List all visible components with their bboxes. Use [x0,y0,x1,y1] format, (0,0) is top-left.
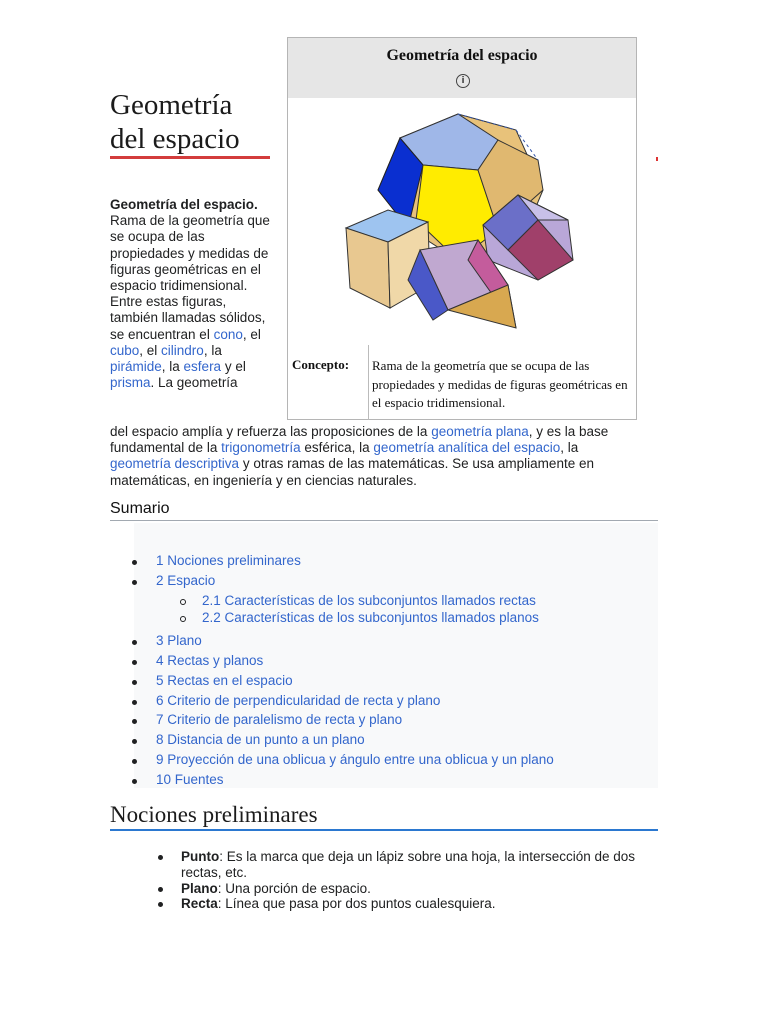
divider [110,520,658,521]
toc-item[interactable] [132,772,224,787]
bullet-icon [132,739,137,744]
infobox-title: Geometría del espacio [386,47,538,64]
bullet-icon [132,700,137,705]
toc-link[interactable]: 3 Plano [156,633,202,648]
bullet-icon [132,660,137,665]
intro-text: , la [560,440,579,456]
toc-item[interactable] [132,633,202,648]
toc-item[interactable] [132,693,440,708]
toc-link[interactable]: 2.1 Características de los subconjuntos llamados rectas [202,593,536,608]
intro-text: esférica, la [300,440,374,456]
infobox-concept-row [288,345,636,420]
intro-text: , y es la base fundamental de la [110,424,609,456]
toc-link[interactable]: 10 Fuentes [156,772,224,787]
definition-text: : Es la marca que deja un lápiz sobre una hoja, la intersección de dos rectas, etc. [181,849,636,880]
intro-text: Rama de la geometría que se ocupa de las propiedades y medidas de figuras geométricas en el espacio tridimensional. Entre estas figuras, también llamadas sólidos, se encuentran el [110,213,270,342]
link-cubo[interactable]: cubo [110,342,140,358]
bullet-icon [132,580,137,585]
link-esfera[interactable]: esfera [183,359,222,375]
bullet-icon [132,680,137,685]
bullet-icon [132,779,137,784]
intro-text: , la [203,342,222,358]
section-underline [110,829,658,831]
toc-link[interactable]: 9 Proyección de una oblicua y ángulo entre una oblicua y un plano [156,752,554,767]
bullet-icon [132,759,137,764]
toc-item[interactable] [132,752,554,767]
infobox-header [288,38,636,98]
link-cilindro[interactable]: cilindro [161,342,204,358]
concept-label: Concepto: [292,357,350,372]
definition-list [158,849,668,912]
toc-link[interactable]: 2 Espacio [156,573,216,588]
toc-link[interactable]: 1 Nociones preliminares [156,553,301,568]
definition-term: Recta [181,896,218,912]
toc-item[interactable] [132,673,293,688]
polyhedra-illustration [338,110,590,332]
toc-subitem[interactable] [180,610,539,625]
bullet-icon [158,902,163,907]
intro-text: y otras ramas de las matemáticas. Se usa ampliamente en matemáticas, en ingeniería y en ciencias naturales. [110,456,594,488]
list-item [158,881,668,897]
definition-text: : Línea que pasa por dos puntos cualesquiera. [217,896,496,912]
toc-item[interactable] [132,653,263,668]
toc-link[interactable]: 2.2 Características de los subconjuntos llamados planos [202,610,539,625]
intro-text: y el [221,359,246,375]
page-title: Geometría del espacio [110,89,240,155]
definition-term: Punto [181,849,220,864]
bullet-icon [132,560,137,565]
intro-text: , el [242,326,261,342]
toc-subitem[interactable] [180,593,536,608]
bullet-icon [158,887,163,892]
concept-text: Rama de la geometría que se ocupa de las propiedades y medidas de figuras geométricas en el espacio tridimensional. [372,358,628,410]
definition-term: Plano [181,880,218,896]
list-item [158,849,668,881]
link-prisma[interactable]: prisma [110,375,151,391]
bullet-icon [158,855,163,860]
link-geometria-analitica[interactable]: geometría analítica del espacio [373,440,561,456]
toc-link[interactable]: 8 Distancia de un punto a un plano [156,732,365,747]
infobox [287,37,637,420]
definition-text: : Una porción de espacio. [217,880,371,896]
intro-paragraph [110,197,270,391]
link-trigonometria[interactable]: trigonometría [221,440,301,456]
intro-text: del espacio amplía y refuerza las proposiciones de la [110,424,432,439]
toc-link[interactable]: 7 Criterio de paralelismo de recta y plano [156,712,403,727]
toc-link[interactable]: 5 Rectas en el espacio [156,673,293,688]
section-heading: Nociones preliminares [110,802,318,827]
link-cono[interactable]: cono [213,326,243,342]
list-item [158,896,668,912]
intro-text: . La geometría [150,375,238,391]
toc-item[interactable] [132,712,402,727]
toc-item[interactable] [132,732,365,747]
circle-bullet-icon [180,616,186,622]
link-geometria-descriptiva[interactable]: geometría descriptiva [110,456,240,472]
intro-paragraph-continued [110,424,665,489]
intro-text: , la [161,359,184,375]
link-piramide[interactable]: pirámide [110,359,162,375]
decorative-mark [656,157,658,161]
bullet-icon [132,640,137,645]
link-geometria-plana[interactable]: geometría plana [431,424,529,439]
bullet-icon [132,719,137,724]
intro-bold-term: Geometría del espacio. [110,197,258,212]
intro-text: , el [139,342,162,358]
toc-item[interactable] [132,573,215,588]
circle-bullet-icon [180,599,186,605]
title-underline [110,156,270,159]
toc-item[interactable] [132,553,301,568]
toc-title: Sumario [110,500,170,517]
info-circle-icon[interactable]: i [456,74,470,88]
toc-link[interactable]: 4 Rectas y planos [156,653,264,668]
divider [368,345,369,420]
toc-link[interactable]: 6 Criterio de perpendicularidad de recta y plano [156,693,441,708]
